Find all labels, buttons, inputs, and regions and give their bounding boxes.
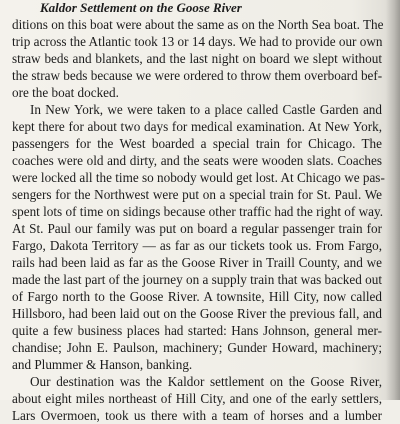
text-line: rails had been laid as far as the Goose River in Traill County, and we — [12, 255, 382, 270]
text-line: straw beds and blankets, and the last night on board we slept without — [12, 51, 382, 66]
page-gutter-shadow — [386, 0, 400, 400]
text-line: chandise; John E. Paulson, machinery; Gunder Howard, machinery; — [12, 340, 382, 355]
text-line: spent lots of time on sidings because other traffic had the right of way. — [12, 204, 383, 219]
text-line: about eight miles northeast of Hill City, and one of the early settlers, — [12, 391, 382, 406]
text-line: passengers for the West boarded a special train for Chicago. The — [12, 136, 382, 151]
text-line: made the last part of the journey on a supply train that was backed out — [12, 272, 382, 287]
text-line: and Plummer & Hanson, banking. — [12, 357, 193, 372]
text-line: Lars Overmoen, took us there with a team of horses and a lumber — [12, 408, 382, 423]
text-line: ditions on this boat were about the same as on the North Sea boat. The — [12, 17, 384, 32]
text-line: Our destination was the Kaldor settlement on the Goose River, — [30, 374, 382, 389]
text-line: coaches were old and dirty, and the seats were wooden slats. Coaches — [12, 153, 382, 168]
text-line: the straw beds because we were ordered to throw them overboard bef- — [12, 68, 383, 83]
running-head: Kaldor Settlement on the Goose River — [40, 0, 242, 15]
text-line: In New York, we were taken to a place called Castle Garden and — [30, 102, 382, 117]
text-line: kept there for about two days for medical examination. At New York, — [12, 119, 382, 134]
text-line: quite a few business places had started: Hans Johnson, general mer- — [12, 323, 382, 338]
text-line: Fargo, Dakota Territory — as far as our tickets took us. From Fargo, — [12, 238, 382, 253]
text-line: were locked all the time so nobody would get lost. At Chicago we pas- — [12, 170, 385, 185]
text-line: At St. Paul our family was put on board a regular passenger train for — [12, 221, 382, 236]
text-line: Hillsboro, had been laid out on the Goose River the previous fall, and — [12, 306, 382, 321]
text-line: of Fargo north to the Goose River. A townsite, Hill City, now called — [12, 289, 382, 304]
text-line: sengers for the Northwest were put on a special train for St. Paul. We — [12, 187, 382, 202]
text-line: ore the boat docked. — [12, 85, 119, 100]
text-line: trip across the Atlantic took 13 or 14 days. We had to provide our own — [12, 34, 383, 49]
